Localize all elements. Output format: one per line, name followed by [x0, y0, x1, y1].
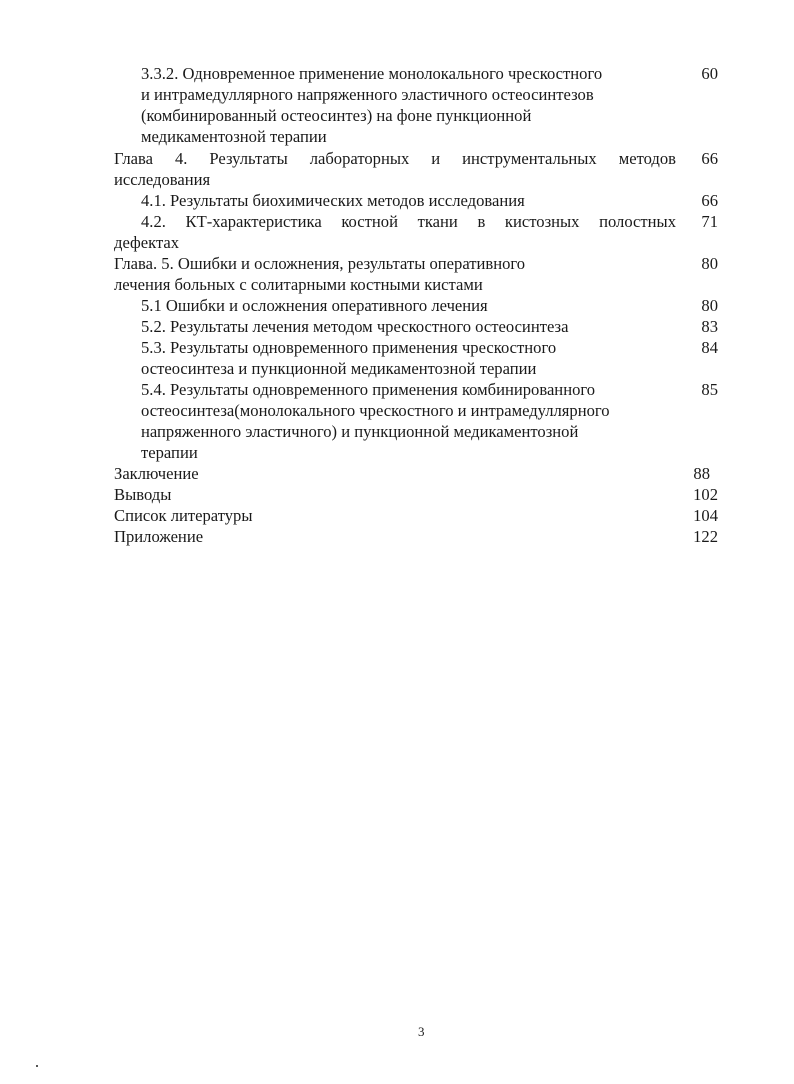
toc-line: 5.1 Ошибки и осложнения оперативного лечения: [141, 296, 488, 315]
toc-entry-title: [114, 253, 674, 295]
toc-entry-title: [141, 63, 681, 147]
scan-speck: [36, 1065, 38, 1067]
toc-entry-title: [114, 484, 674, 505]
toc-page-number: 104: [693, 506, 718, 525]
toc-page-number: 80: [701, 254, 718, 273]
toc-line: Заключение: [114, 464, 199, 483]
toc-entry-title: [114, 211, 676, 253]
toc-entry-title: [114, 148, 676, 190]
toc-line: Список литературы: [114, 506, 253, 525]
toc-line: остеосинтеза и пункционной медикаментозной терапии: [141, 359, 537, 378]
toc-line: терапии: [141, 443, 198, 462]
toc-line: 5.3. Результаты одновременного применения чрескостного: [141, 338, 557, 357]
toc-page-number: 60: [701, 64, 718, 83]
toc-line: Приложение: [114, 527, 204, 546]
toc-line: 5.4. Результаты одновременного применения комбинированного: [141, 380, 596, 399]
toc-line: (комбинированный остеосинтез) на фоне пункционной: [141, 106, 532, 125]
toc-entry-title: [114, 463, 674, 484]
toc-line: медикаментозной терапии: [141, 127, 327, 146]
toc-page-number: 71: [701, 212, 718, 231]
toc-entry-title: [141, 337, 676, 379]
toc-page-number: 80: [701, 296, 718, 315]
page-number: 3: [418, 1024, 425, 1039]
toc-line: дефектах: [114, 233, 180, 252]
toc-page-number: 102: [693, 485, 718, 504]
toc-page-number: 122: [693, 527, 718, 546]
toc-entry-title: [141, 316, 676, 337]
toc-line: 4.1. Результаты биохимических методов исследования: [141, 191, 525, 210]
toc-line: Глава 4. Результаты лабораторных и инструментальных методов: [114, 149, 676, 168]
toc-entry-title: [114, 505, 674, 526]
toc-line: 5.2. Результаты лечения методом чрескостного остеосинтеза: [141, 317, 569, 336]
toc-page-number: 84: [701, 338, 718, 357]
toc-page-number: 66: [701, 149, 718, 168]
toc-entry-title: [114, 526, 674, 547]
toc-line: 4.2. КТ-характеристика костной ткани в кистозных полостных: [141, 212, 676, 231]
toc-line: напряженного эластичного) и пункционной медикаментозной: [141, 422, 579, 441]
toc-line: 3.3.2. Одновременное применение монолокального чрескостного: [141, 64, 603, 83]
toc-page-number: 88: [693, 464, 710, 483]
toc-line: лечения больных с солитарными костными кистами: [114, 275, 483, 294]
toc-line: и интрамедуллярного напряженного эластичного остеосинтезов: [141, 85, 594, 104]
toc-line: исследования: [114, 170, 211, 189]
toc-line: Выводы: [114, 485, 172, 504]
toc-entry-title: [141, 379, 686, 463]
toc-page-number: 83: [701, 317, 718, 336]
toc-line: Глава. 5. Ошибки и осложнения, результаты оперативного: [114, 254, 526, 273]
toc-entry-title: [141, 295, 676, 316]
toc-page-number: 66: [701, 191, 718, 210]
toc-line: остеосинтеза(монолокального чрескостного и интрамедуллярного: [141, 401, 610, 420]
toc-entry-title: [141, 190, 676, 211]
toc-page-number: 85: [701, 380, 718, 399]
